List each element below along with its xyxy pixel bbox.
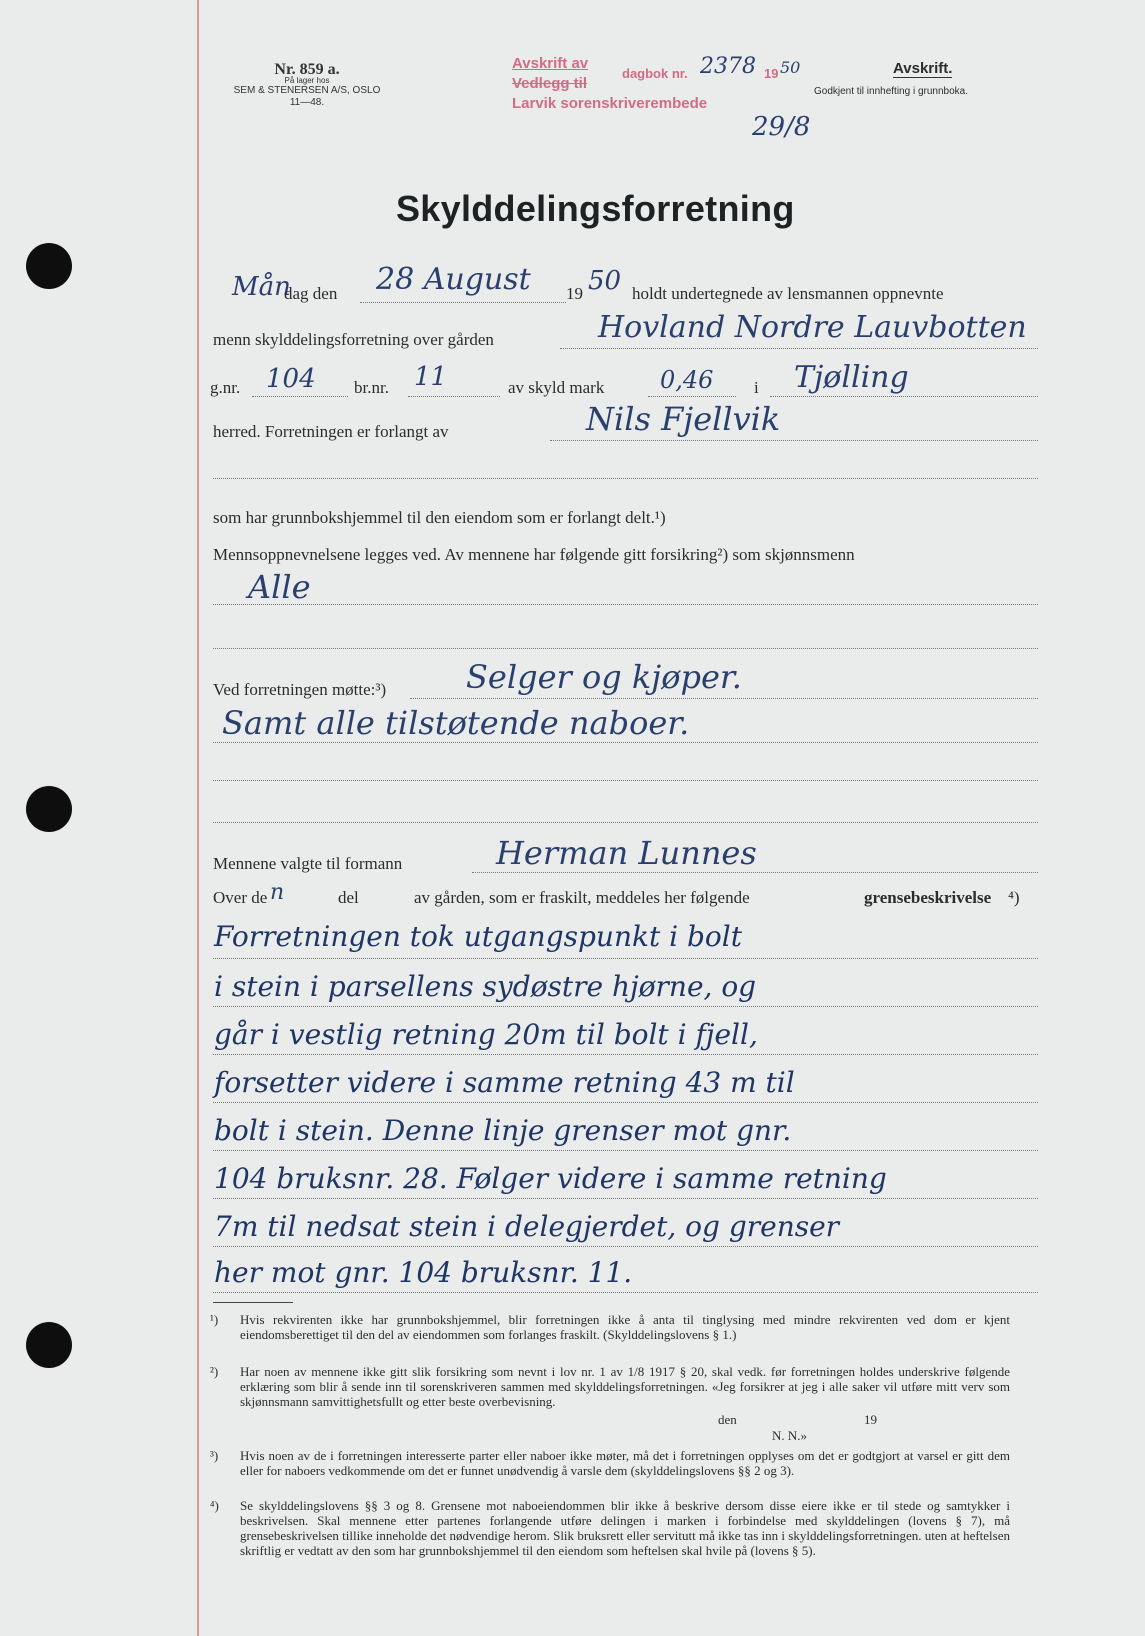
desc-rule-3	[213, 1054, 1038, 1055]
margin-rule	[197, 0, 199, 1636]
brnr-handwritten: 11	[414, 362, 448, 392]
description-line-6: 104 bruksnr. 28. Følger videre i samme retning	[214, 1162, 887, 1195]
assessors-handwritten: Alle	[248, 568, 311, 606]
row10-printed: Mennene valgte til formann	[213, 854, 403, 873]
date-line	[360, 302, 566, 303]
dagbok-number: 2378	[700, 54, 756, 79]
description-line-8: her mot gnr. 104 bruksnr. 11.	[214, 1256, 633, 1289]
over-de-handwritten: n	[270, 880, 285, 905]
grensebeskrivelse-sup: ⁴)	[1008, 888, 1020, 907]
row1-printed-rest: holdt undertegnede av lensmannen oppnevnte	[632, 284, 944, 303]
description-line-7: 7m til nedsat stein i delegjerdet, og grenser	[214, 1210, 840, 1243]
desc-rule-7	[213, 1246, 1038, 1247]
skyld-label: av skyld mark	[508, 378, 605, 397]
place-handwritten: Tjølling	[794, 360, 909, 395]
footnote-4-text: Se skylddelingslovens §§ 3 og 8. Grensene mot naboeiendommen blir ikke å beskrive dersom disse eiere ikke er til stede og samtykker i beskrivelsen. Skal mennene etter partenes forlangende utføre delingen i marken i forbindelse med skylddelingen (lovens § 7), må grensebeskrivelsen tillike inneholde det nødvendige herom. Slik bruksrett eller servitutt må ikke tas inn i skylddelingsforretningen. uten at heftelsen skriftlig er vedtatt av den som har grunnbokshjemmel til den eiendom som heftelsen skal hvile på (lovens § 5).	[240, 1498, 1010, 1558]
chairman-handwritten: Herman Lunnes	[496, 834, 757, 872]
description-line-1: Forretningen tok utgangspunkt i bolt	[214, 920, 742, 953]
dagbok-year: 50	[780, 58, 801, 77]
footnote-3-text: Hvis noen av de i forretningen interesserte parter eller naboer ikke møter, må det i forretningen opplyses om det er godtgjort at varsel er gitt dem eller for naboers vedkommende om det er funnet unødvendig å varsle dem (skylddelingslovens §§ 2 og 3).	[240, 1448, 1010, 1478]
farm-name-line	[560, 348, 1038, 349]
footnote-3	[210, 1448, 1030, 1498]
avskrift-label: Avskrift.	[893, 60, 953, 77]
chairman-line	[472, 872, 1038, 873]
desc-rule-4	[213, 1102, 1038, 1103]
attendees-handwritten: Selger og kjøper.	[466, 658, 742, 696]
stamp-line2: Vedlegg til	[512, 75, 588, 92]
dagbok-year-prefix: 19	[764, 66, 779, 81]
form-number: Nr. 859 a.	[274, 61, 340, 78]
footnote-2	[210, 1364, 1030, 1434]
desc-rule-2	[213, 1006, 1038, 1007]
blank-line-2	[213, 648, 1038, 649]
description-line-5: bolt i stein. Denne linje grenser mot gnr.	[214, 1114, 792, 1147]
stamp-line3: Larvik sorenskriverembede	[512, 95, 708, 112]
gnr-line	[252, 396, 348, 397]
blank-line-1	[213, 478, 1038, 479]
attendees-line	[410, 698, 1038, 699]
row6-printed: Mennsoppnevnelsene legges ved. Av mennene har følgende gitt forsikring²) som skjønnsmenn	[213, 545, 855, 564]
gnr-handwritten: 104	[266, 364, 316, 394]
row2-printed: menn skylddelingsforretning over gården	[213, 330, 494, 349]
year-19-label: 19	[566, 284, 583, 303]
footnote-4-num: ⁴)	[210, 1498, 219, 1513]
printer-line2: SEM & STENERSEN A/S, OSLO	[233, 85, 381, 96]
footnote-4	[210, 1498, 1030, 1598]
footnote-2-year: 19	[864, 1412, 877, 1427]
stamp-dagbok: dagbok nr.	[622, 66, 688, 81]
row5-printed: som har grunnbokshjemmel til den eiendom som er forlangt delt.¹)	[213, 508, 666, 527]
gnr-label: g.nr.	[210, 378, 241, 397]
footnote-2-nn: N. N.»	[772, 1428, 808, 1443]
blank-line-3	[213, 780, 1038, 781]
punch-hole-middle	[26, 786, 72, 832]
i-label: i	[754, 378, 759, 397]
description-line-4: forsetter videre i samme retning 43 m til	[214, 1066, 795, 1099]
description-line-3: går i vestlig retning 20m til bolt i fjell,	[214, 1018, 758, 1051]
footnote-2-text: Har noen av mennene ikke gitt slik forsikring som nevnt i lov nr. 1 av 1/8 1917 § 20, skal vedk. før forretningen holdes underskrive følgende erklæring som blir å sende inn til sorenskriveren sammen med skylddelingsforretningen. «Jeg forsikrer at jeg i alle saker vil utføre mitt verv som skjønnsmann samvittighetsfullt og etter beste overbevisning.	[240, 1364, 1010, 1409]
weekday-handwritten: Mån	[232, 272, 291, 302]
innhefting-note: Godkjent til innhefting i grunnboka.	[814, 86, 968, 97]
received-date: 29/8	[752, 112, 811, 142]
printer-mark	[222, 61, 392, 109]
skyld-line	[648, 396, 736, 397]
over-de-label: Over de	[213, 888, 268, 907]
stamp-line1: Avskrift av	[512, 55, 589, 72]
row4-printed: herred. Forretningen er forlangt av	[213, 422, 449, 441]
desc-rule-8	[213, 1292, 1038, 1293]
requester-line	[550, 440, 1038, 441]
skyld-handwritten: 0,46	[660, 366, 714, 394]
footnote-3-num: ³)	[210, 1448, 219, 1463]
brnr-label: br.nr.	[354, 378, 389, 397]
registry-stamp	[512, 54, 707, 114]
blank-line-4	[213, 822, 1038, 823]
del-label: del	[338, 888, 359, 907]
footnote-separator	[213, 1302, 293, 1303]
punch-hole-bottom	[26, 1322, 72, 1368]
desc-rule-1	[213, 958, 1038, 959]
dag-den-label: dag den	[284, 284, 338, 303]
year-handwritten: 50	[588, 266, 622, 296]
place-line	[770, 396, 1038, 397]
description-line-2: i stein i parsellens sydøstre hjørne, og	[214, 970, 757, 1003]
row11-printed-rest: av gården, som er fraskilt, meddeles her følgende	[414, 888, 750, 907]
document-title: Skylddelingsforretning	[396, 188, 795, 229]
printer-line1: På lager hos	[284, 76, 330, 85]
attendees-handwritten-2: Samt alle tilstøtende naboer.	[222, 704, 690, 742]
footnote-1-text: Hvis rekvirenten ikke har grunnbokshjemmel, blir forretningen ikke å anta til tinglysing med mindre rekvirenten ved dom er kjent eiendomsberettiget til den del av eiendommen som forlanges fraskilt. (Skylddelingslovens § 1.)	[240, 1312, 1010, 1342]
assessors-line	[213, 604, 1038, 605]
printer-line3: 11—48.	[289, 97, 325, 108]
footnote-2-den: den	[718, 1412, 737, 1427]
punch-hole-top	[26, 243, 72, 289]
desc-rule-6	[213, 1198, 1038, 1199]
footnote-1	[210, 1312, 1030, 1364]
desc-rule-5	[213, 1150, 1038, 1151]
brnr-line	[408, 396, 500, 397]
footnote-2-num: ²)	[210, 1364, 219, 1379]
date-handwritten: 28 August	[376, 262, 531, 297]
attendees-line-2	[213, 742, 1038, 743]
footnote-1-num: ¹)	[210, 1312, 219, 1327]
row8-printed: Ved forretningen møtte:³)	[213, 680, 387, 699]
requester-handwritten: Nils Fjellvik	[586, 400, 781, 438]
farm-name-handwritten: Hovland Nordre Lauvbotten	[598, 310, 1027, 345]
grensebeskrivelse-label: grensebeskrivelse	[864, 888, 992, 907]
